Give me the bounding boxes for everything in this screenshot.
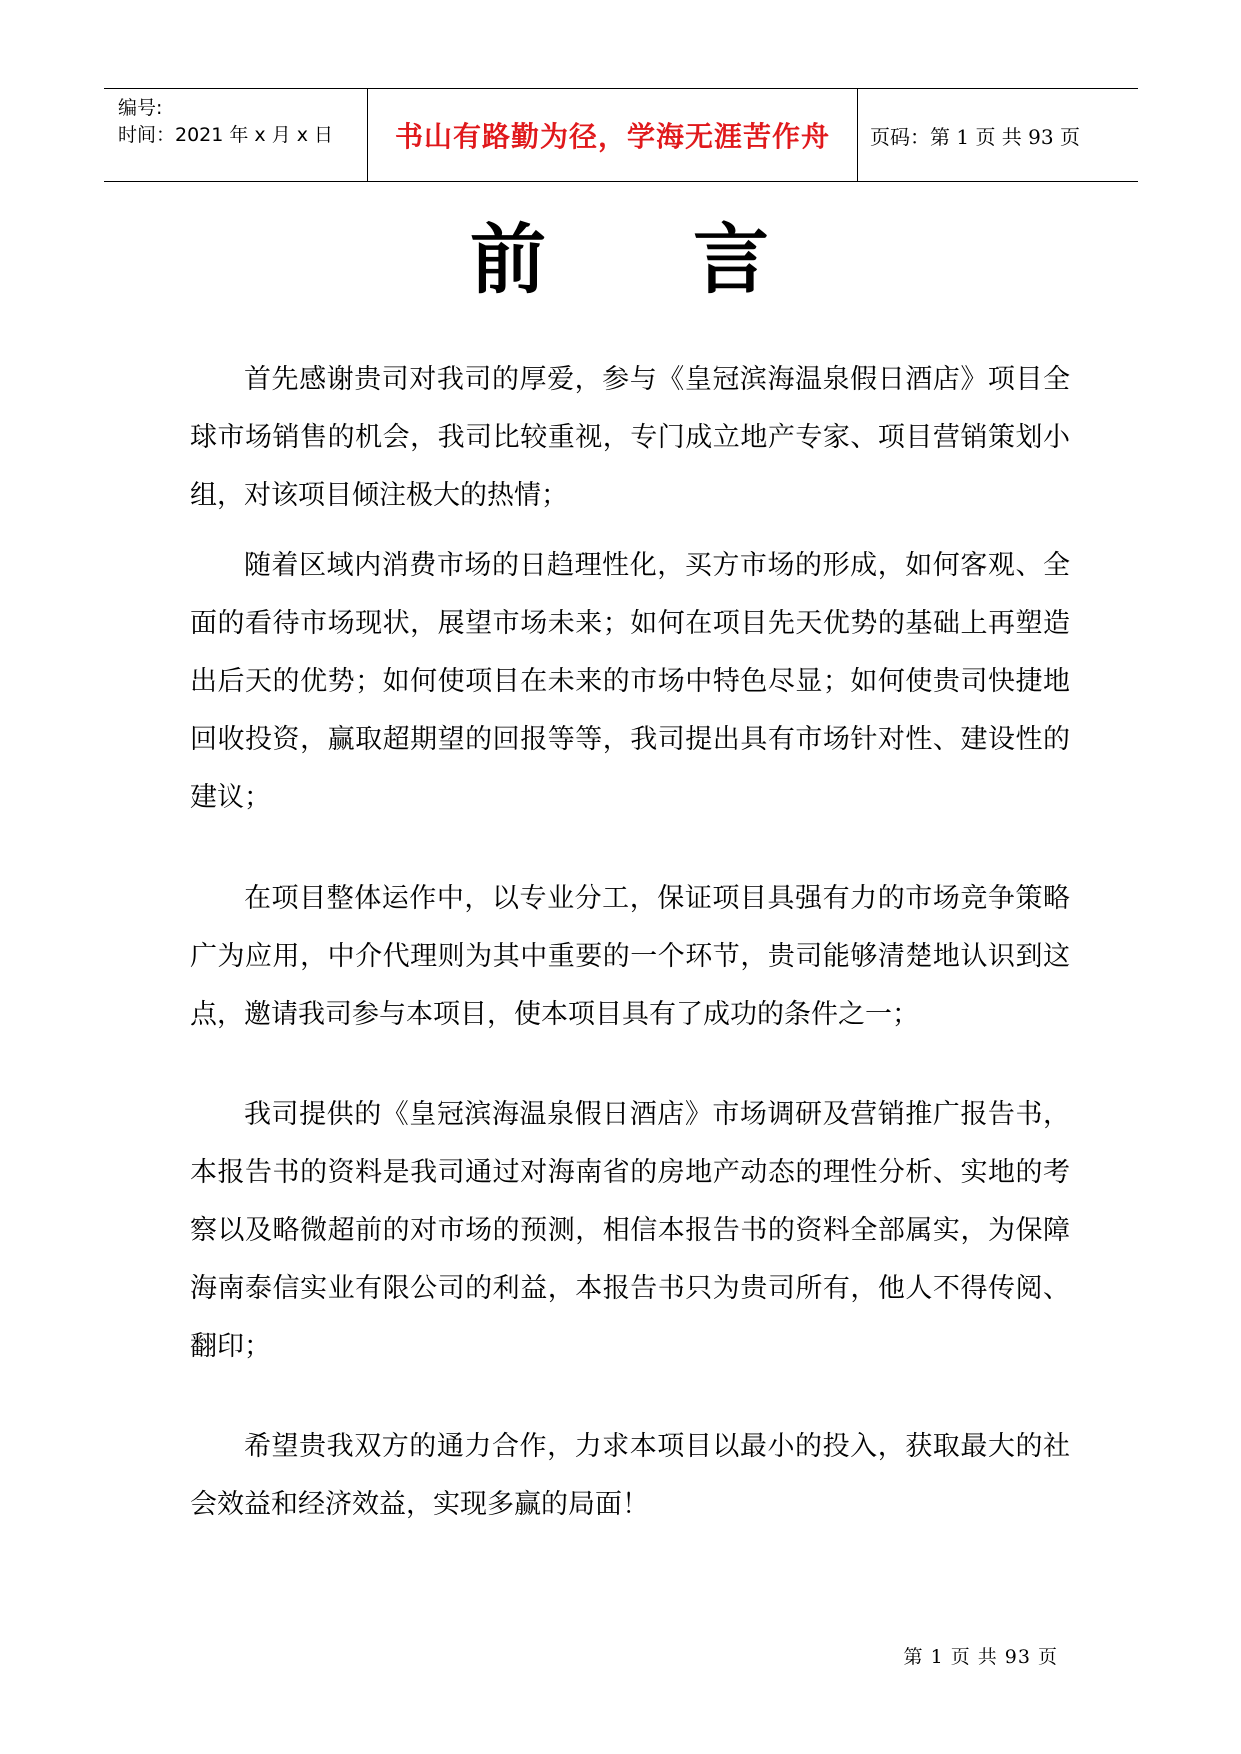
paragraph-3: 在项目整体运作中，以专业分工，保证项目具强有力的市场竞争策略广为应用，中介代理则为其中重要的一个环节，贵司能够清楚地认识到这点，邀请我司参与本项目，使本项目具有了成功的条件之一； xyxy=(190,883,1070,1030)
paragraph-2: 随着区域内消费市场的日趋理性化，买方市场的形成，如何客观、全面的看待市场现状，展望市场未来；如何在项目先天优势的基础上再塑造出后天的优势；如何使项目在未来的市场中特色尽显；如何使贵司快捷地回收投资，赢取超期望的回报等等，我司提出具有市场针对性、建设性的建议； xyxy=(190,550,1070,813)
paragraph-4: 我司提供的《皇冠滨海温泉假日酒店》市场调研及营销推广报告书，本报告书的资料是我司通过对海南省的房地产动态的理性分析、实地的考察以及略微超前的对市场的预测，相信本报告书的资料全部属实，为保障海南泰信实业有限公司的利益，本报告书只为贵司所有，他人不得传阅、翻印； xyxy=(190,1099,1070,1362)
document-number-label: 编号: xyxy=(118,97,163,119)
paragraph-5: 希望贵我双方的通力合作，力求本项目以最小的投入，获取最大的社会效益和经济效益，实现多赢的局面！ xyxy=(190,1431,1070,1520)
header-motto-cell xyxy=(368,89,858,181)
title-char-2: 言 xyxy=(693,215,771,304)
page-title xyxy=(0,210,1241,310)
document-time-label: 时间：2021 年 x 月 x 日 xyxy=(118,124,334,146)
header-page-info-cell xyxy=(858,89,1138,181)
paragraph-1: 首先感谢贵司对我司的厚爱，参与《皇冠滨海温泉假日酒店》项目全球市场销售的机会，我司比较重视，专门成立地产专家、项目营销策划小组，对该项目倾注极大的热情； xyxy=(190,364,1070,511)
page-header xyxy=(104,88,1138,182)
header-page-info: 页码：第 1 页 共 93 页 xyxy=(870,124,1080,149)
header-meta xyxy=(104,89,368,181)
title-char-1: 前 xyxy=(470,215,548,304)
page-footer: 第 1 页 共 93 页 xyxy=(903,1646,1058,1668)
header-motto: 书山有路勤为径，学海无涯苦作舟 xyxy=(394,120,830,153)
